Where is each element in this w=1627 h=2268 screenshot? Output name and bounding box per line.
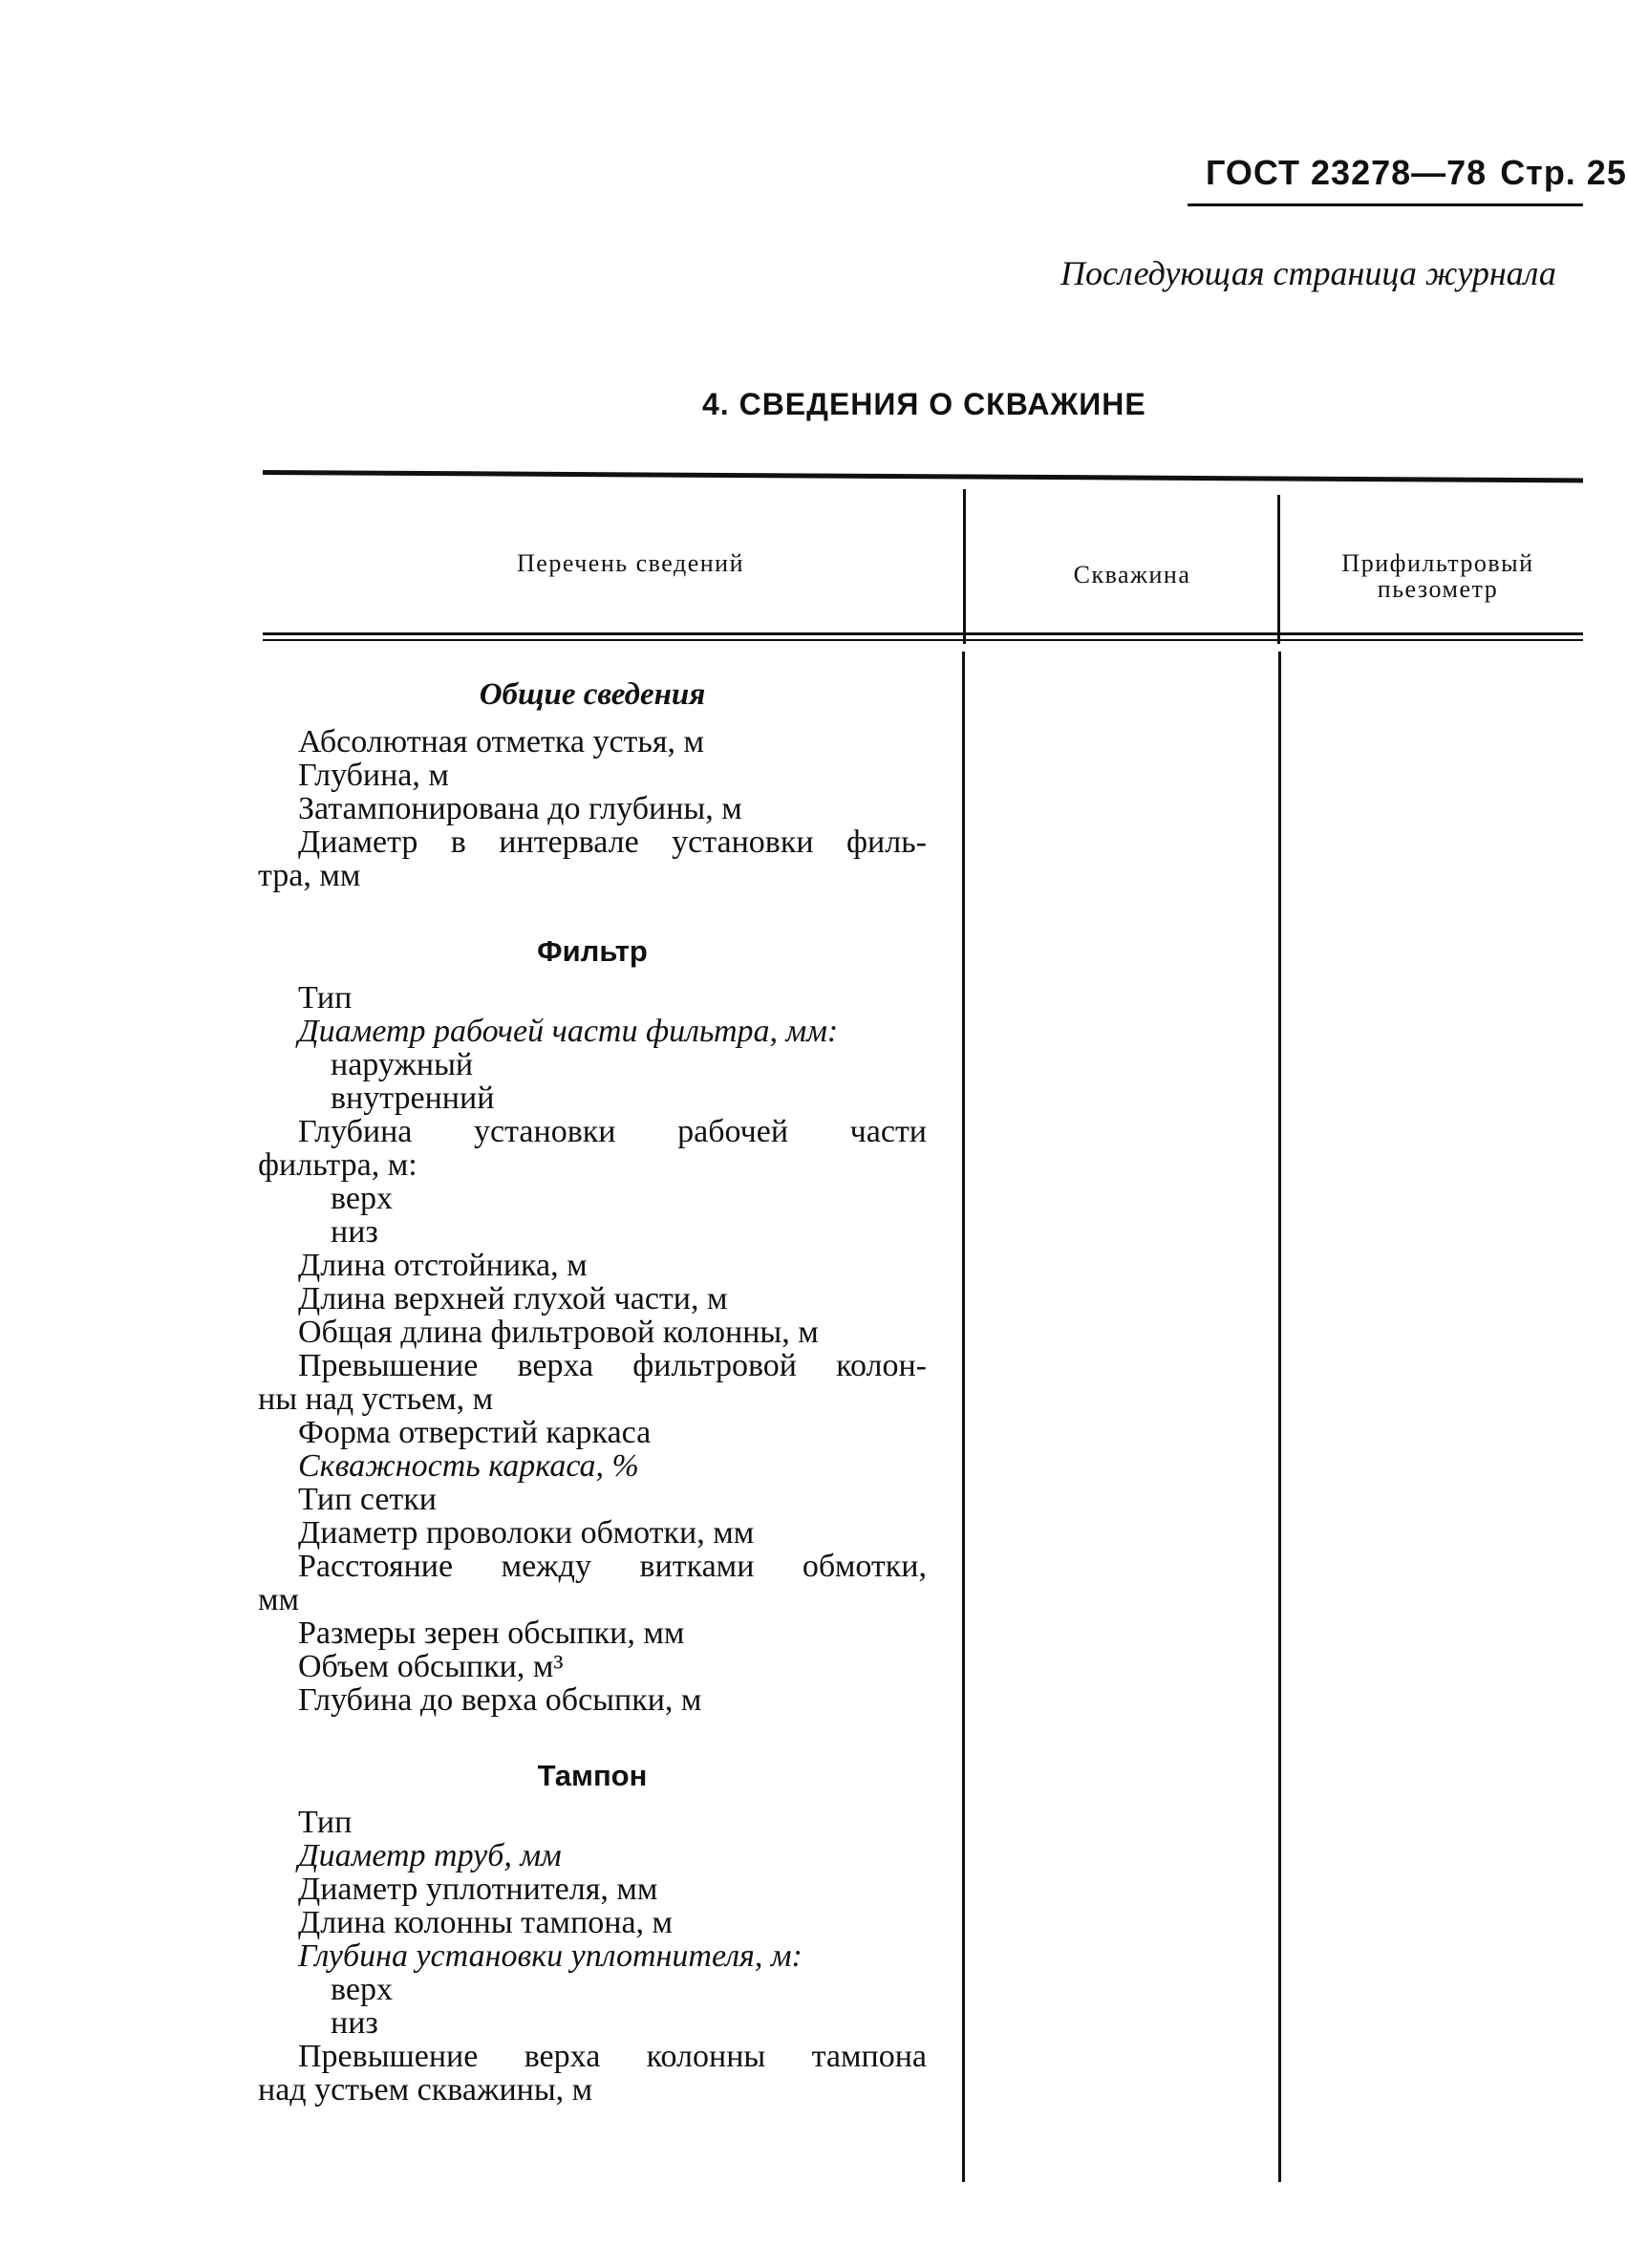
list-item: тра, мм [258, 858, 361, 893]
table-top-rule [263, 470, 1583, 482]
group-title: Фильтр [537, 934, 648, 968]
list-item: Длина колонны тампона, м [298, 1905, 674, 1940]
table-header-rule [263, 632, 1583, 635]
list-item: Диаметр труб, мм [298, 1838, 562, 1873]
list-item: Глубина установки рабочей части [298, 1114, 927, 1149]
list-item: над устьем скважины, м [258, 2072, 593, 2108]
column-divider [963, 489, 966, 644]
header-rule [1188, 203, 1583, 206]
list-item: Длина отстойника, м [298, 1248, 588, 1283]
list-item: Размеры зерен обсыпки, мм [298, 1615, 685, 1651]
table-header-rule [263, 639, 1583, 641]
running-header [1206, 153, 1627, 193]
column-divider [1277, 495, 1280, 644]
list-item: верх [331, 1972, 393, 2007]
list-item: Общая длина фильтровой колонны, м [298, 1315, 819, 1350]
group-title: Тампон [537, 1759, 648, 1792]
list-item: Превышение верха фильтровой колон- [298, 1348, 927, 1383]
list-item: Тип [298, 980, 353, 1016]
list-item: Объем обсыпки, м³ [298, 1649, 564, 1684]
list-item: внутренний [331, 1081, 495, 1116]
list-item: фильтра, м: [258, 1147, 417, 1183]
list-item: Форма отверстий каркаса [298, 1415, 652, 1450]
list-item: Расстояние между витками обмотки, [298, 1549, 927, 1584]
list-item: Глубина установки уплотнителя, м: [298, 1938, 803, 1974]
list-item: Диаметр в интервале установки филь- [298, 824, 927, 860]
table-body-list [258, 669, 927, 2107]
list-item: низ [331, 1214, 378, 1250]
list-item: Абсолютная отметка устья, м [298, 724, 705, 760]
page-number: Стр. 25 [1500, 153, 1627, 192]
page-subtitle: Последующая страница журнала [1060, 254, 1556, 292]
list-item: Длина верхней глухой части, м [298, 1281, 728, 1316]
list-item: ны над устьем, м [258, 1381, 494, 1417]
list-item: Глубина, м [298, 758, 449, 793]
column-divider [1278, 652, 1281, 2182]
list-item: Превышение верха колонны тампона [298, 2039, 927, 2074]
list-item: Диаметр проволоки обмотки, мм [298, 1515, 755, 1551]
list-item: Тип сетки [298, 1482, 437, 1517]
list-item: наружный [331, 1047, 474, 1082]
list-item: Диаметр уплотнителя, мм [298, 1872, 658, 1907]
column-header-piezometer: Прифильтровый пьезометр [1341, 549, 1534, 603]
standard-number: ГОСТ 23278—78 [1206, 153, 1488, 192]
list-item: Затампонирована до глубины, м [298, 791, 742, 826]
list-item: низ [331, 2005, 378, 2041]
list-item: Диаметр рабочей части фильтра, мм: [298, 1014, 839, 1049]
column-header-well: Скважина [1073, 561, 1191, 588]
section-title: 4. СВЕДЕНИЯ О СКВАЖИНЕ [702, 387, 1146, 421]
column-divider [962, 652, 965, 2182]
list-item: мм [258, 1582, 300, 1617]
column-header-list: Перечень сведений [517, 549, 744, 577]
list-item: Глубина до верха обсыпки, м [298, 1682, 702, 1718]
list-item: верх [331, 1181, 393, 1216]
list-item: Скважность каркаса, % [298, 1448, 639, 1484]
list-item: Тип [298, 1805, 353, 1840]
group-title: Общие сведения [479, 677, 706, 712]
